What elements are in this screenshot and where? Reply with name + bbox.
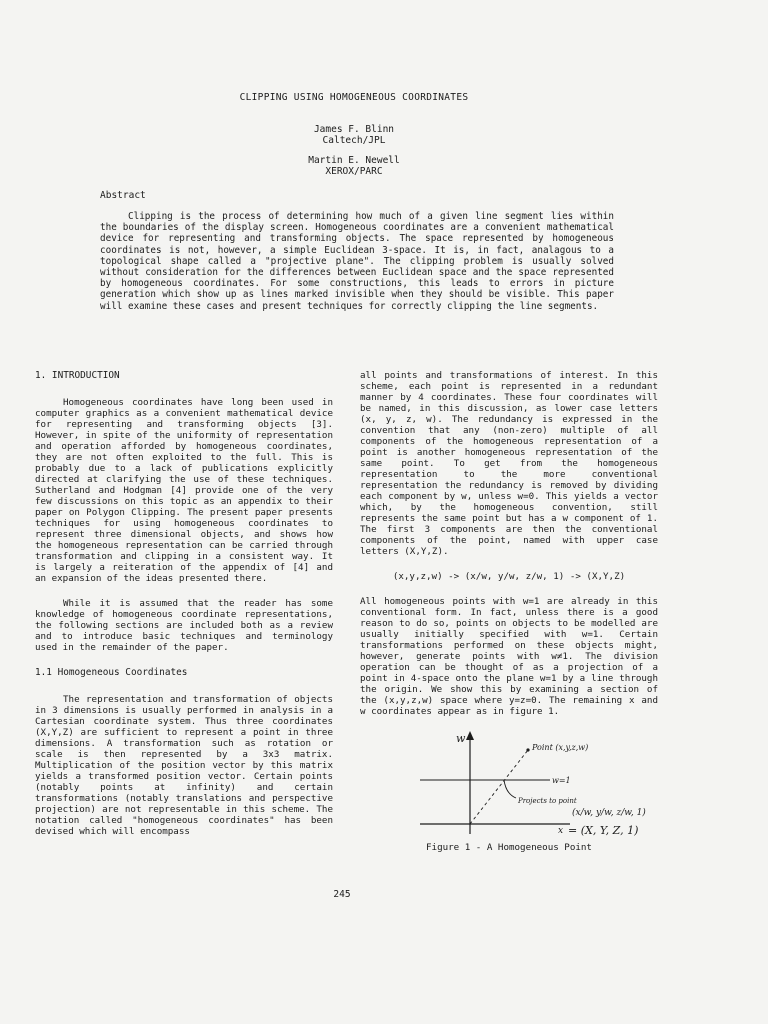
abstract-text: Clipping is the process of determining how much of a given line segment lies within the boundaries of the display screen. Homogeneous coordinates are a convenient mathematical device for representing and transforming objects. The space represented by homogeneous coordinates is not, however, a simple Euclidean 3-space. It is, in fact, analagous to a topological shape called a "projective plane". The clipping problem is usually solved without consideration for the differences between Euclidean space and the space represented by homogeneous coordinates. For some constructions, this leads to errors in picture generation which show up as lines marked invisible when they should be visible. This paper will examine these cases and present techniques for correctly clipping the line segments. xyxy=(100,211,614,312)
w-axis-arrow-icon xyxy=(466,731,474,740)
projection-pointer xyxy=(504,780,516,798)
author-name: Martin E. Newell xyxy=(308,155,400,166)
intro-paragraph-1: Homogeneous coordinates have long been used in computer graphics as a convenient mathematical device for representing and transforming objects [3]. However, in spite of the uniformity of representation and operation afforded by homogeneous coordinates, they are not often exploited to the full. This is probably due to a lack of publications explicitly directed at clarifying the use of these techniques. Sutherland and Hodgman [4] provide one of the very few discussions on this topic as an appendix to their paper on Polygon Clipping. The present paper presents techniques for using homogeneous coordinates to represent three dimensional objects, and shows how the homogeneous representation can be carried through transformation and clipping in a consistent way. It is largely a reiteration of the appendix of [4] and an expansion of the ideas presented there. xyxy=(35,397,333,584)
subsection-heading: 1.1 Homogeneous Coordinates xyxy=(35,667,188,678)
plane-label: w=1 xyxy=(552,776,571,785)
abstract-heading: Abstract xyxy=(100,190,146,201)
figure-diagram xyxy=(420,730,650,840)
author-name: James F. Blinn xyxy=(313,124,395,135)
right-column xyxy=(360,370,658,731)
homogeneous-paragraph: The representation and transformation of objects in 3 dimensions is usually performed in analysis in a Cartesian coordinate system. Thus three coordinates (X,Y,Z) are sufficient to represent a point in three dimensions. A transformation such as rotation or scale is then represented by a 3x3 matrix. Multiplication of the position vector by this matrix yields a transformed position vector. Certain points (notably points at infinity) and certain transformations (notably translations and perspective projection) are not representable in this scheme. The notation called "homogeneous coordinates" has been devised which will encompass xyxy=(35,694,333,837)
equals-label: = (X, Y, Z, 1) xyxy=(568,824,639,837)
x-axis-label: x xyxy=(558,826,564,836)
intro-paragraph-2: While it is assumed that the reader has some knowledge of homogeneous coordinate representations, the following sections are included both as a review and to introduce basic techniques and terminology used in the remainder of the paper. xyxy=(35,598,333,653)
point-marker xyxy=(526,748,529,751)
page-number: 245 xyxy=(333,889,351,900)
author-affiliation: XEROX/PARC xyxy=(325,166,383,177)
paper-title: CLIPPING USING HOMOGENEOUS COORDINATES xyxy=(239,92,469,103)
right-paragraph-1: all points and transformations of interest. In this scheme, each point is represented in a redundant manner by 4 coordinates. These four coordinates will be named, in this discussion, as lower case letters (x, y, z, w). The redundancy is expressed in the convention that any (non-zero) multiple of all components of the homogeneous representation of a point is another homogeneous representation of the same point. To get from the homogeneous representation to the more conventional representation the redundancy is removed by dividing each component by w, unless w=0. This yields a vector which, by the homogeneous convention, still represents the same point but has a w component of 1. The first 3 components are then the conventional components of the point, named with upper case letters (X,Y,Z). xyxy=(360,370,658,557)
projects-label: Projects to point xyxy=(518,797,577,805)
section-heading: 1. INTRODUCTION xyxy=(35,370,120,381)
w-axis-label: w xyxy=(456,732,466,745)
figure-caption: Figure 1 - A Homogeneous Point xyxy=(426,842,592,853)
projection-line xyxy=(470,750,528,824)
left-column xyxy=(35,370,333,851)
author-affiliation: Caltech/JPL xyxy=(322,135,386,146)
right-paragraph-2: All homogeneous points with w=1 are already in this conventional form. In fact, unless there is a good reason to do so, points on objects to be modelled are usually initially specified with w=1. Certain transformations performed on these objects might, however, generate points with w≠1. The division operation can be thought of as a projection of a point in 4-space onto the plane w=1 by a line through the origin. We show this by examining a section of the (x,y,z,w) space where y=z=0. The remaining x and w coordinates appear as in figure 1. xyxy=(360,596,658,717)
equation: (x,y,z,w) -> (x/w, y/w, z/w, 1) -> (X,Y,Z) xyxy=(392,571,626,582)
figure-homogeneous-point xyxy=(420,730,650,850)
author-2 xyxy=(0,155,708,177)
projected-coords-label: (x/w, y/w, z/w, 1) xyxy=(572,808,646,818)
point-label: Point (x,y,z,w) xyxy=(532,743,589,752)
author-1 xyxy=(0,124,708,146)
